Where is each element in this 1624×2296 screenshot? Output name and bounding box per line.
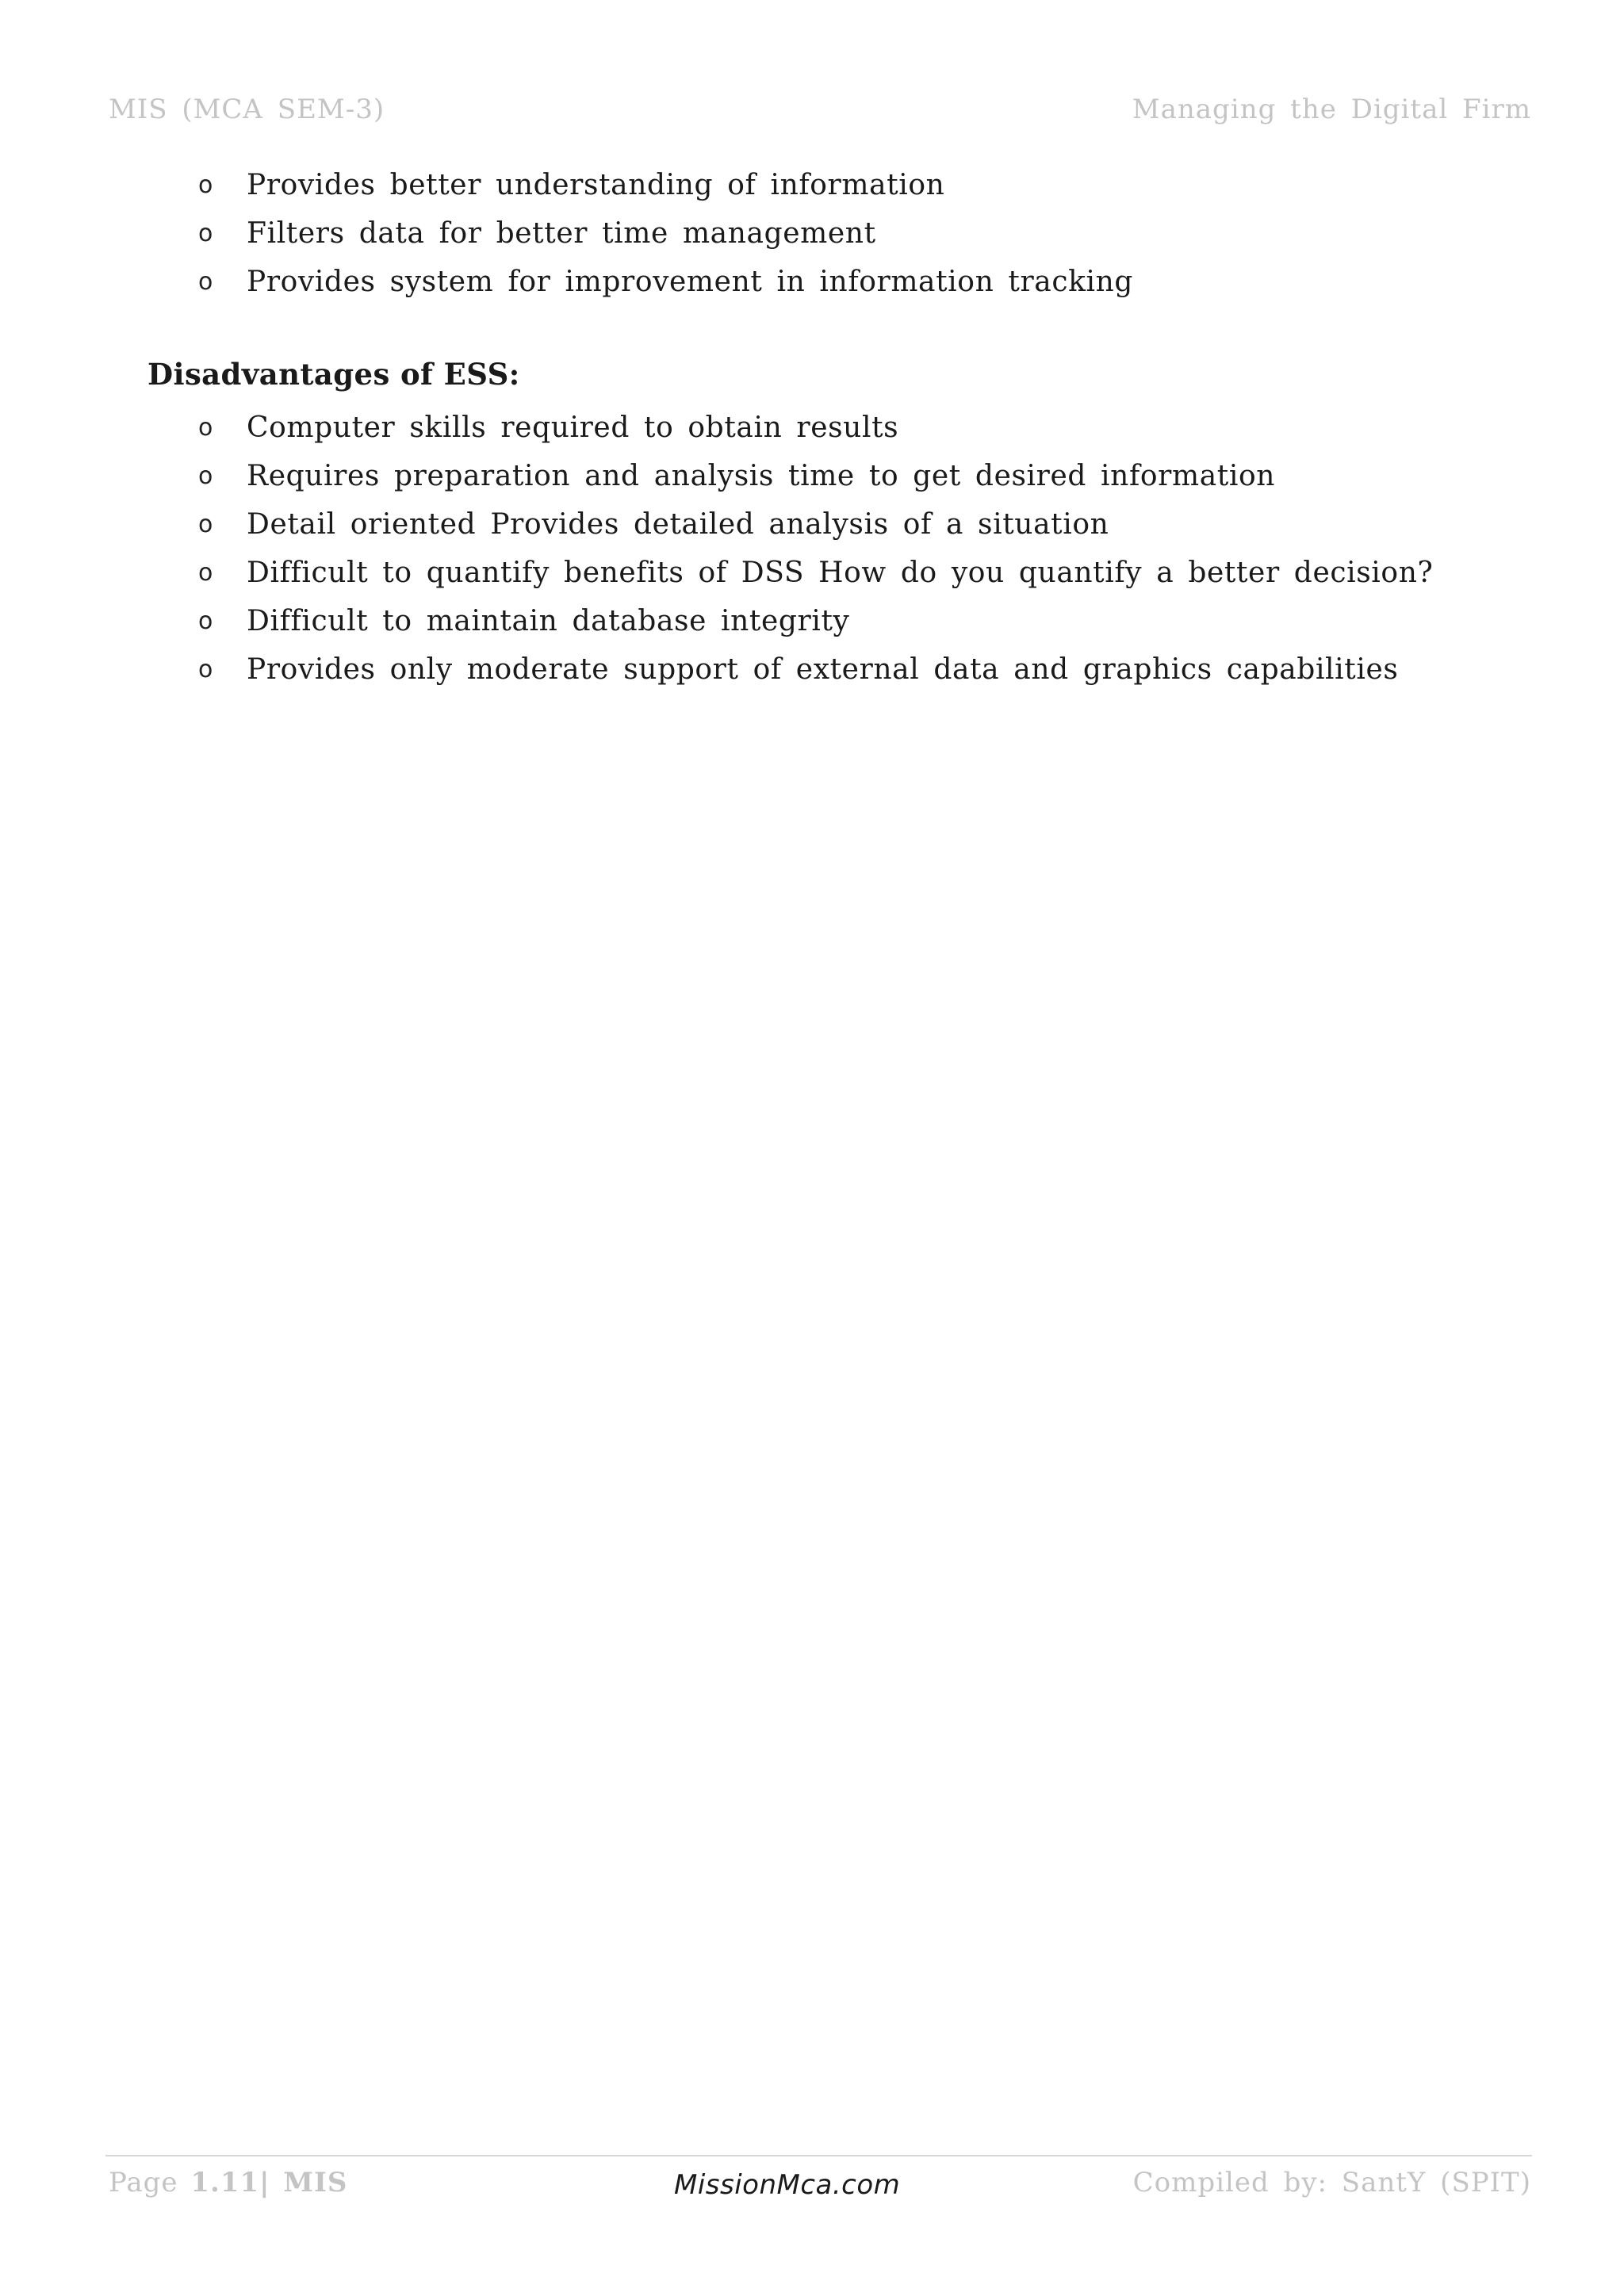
- list-item-text: Computer skills required to obtain results: [247, 411, 899, 444]
- section-heading: Disadvantages of ESS:: [147, 357, 520, 392]
- page-number: 1.11: [190, 2167, 260, 2198]
- list-item-text: Provides only moderate support of external data and graphics capabilities: [247, 653, 1399, 686]
- bullet-marker: o: [198, 511, 213, 538]
- list-item-text: Difficult to quantify benefits of DSS How do you quantify a better decision?: [247, 557, 1434, 589]
- bullet-marker: o: [198, 462, 213, 490]
- bullet-marker: o: [198, 559, 213, 587]
- bullet-marker: o: [198, 220, 213, 247]
- list-item-text: Provides system for improvement in information tracking: [247, 266, 1134, 298]
- bullet-marker: o: [198, 268, 213, 296]
- page-prefix: Page: [109, 2167, 191, 2198]
- bullet-marker: o: [198, 171, 213, 199]
- missionmca-logo: MissionMca.com: [674, 2169, 901, 2201]
- list-item-text: Filters data for better time management: [247, 217, 876, 250]
- bullet-marker: o: [198, 414, 213, 442]
- list-item-text: Requires preparation and analysis time to get desired information: [247, 460, 1276, 492]
- list-item-text: Detail oriented Provides detailed analysis of a situation: [247, 508, 1109, 541]
- footer-credit: Compiled by: SantY (SPIT): [1132, 2167, 1531, 2198]
- running-header-left: MIS (MCA SEM-3): [109, 94, 385, 125]
- list-item-text: Provides better understanding of information: [247, 169, 945, 201]
- bullet-marker: o: [198, 656, 213, 683]
- footer-divider: [105, 2155, 1532, 2156]
- footer-page-label: [109, 2167, 347, 2198]
- list-item-text: Difficult to maintain database integrity: [247, 605, 850, 637]
- page-suffix: | MIS: [259, 2167, 348, 2198]
- bullet-marker: o: [198, 607, 213, 635]
- running-header-right: Managing the Digital Firm: [1132, 94, 1531, 125]
